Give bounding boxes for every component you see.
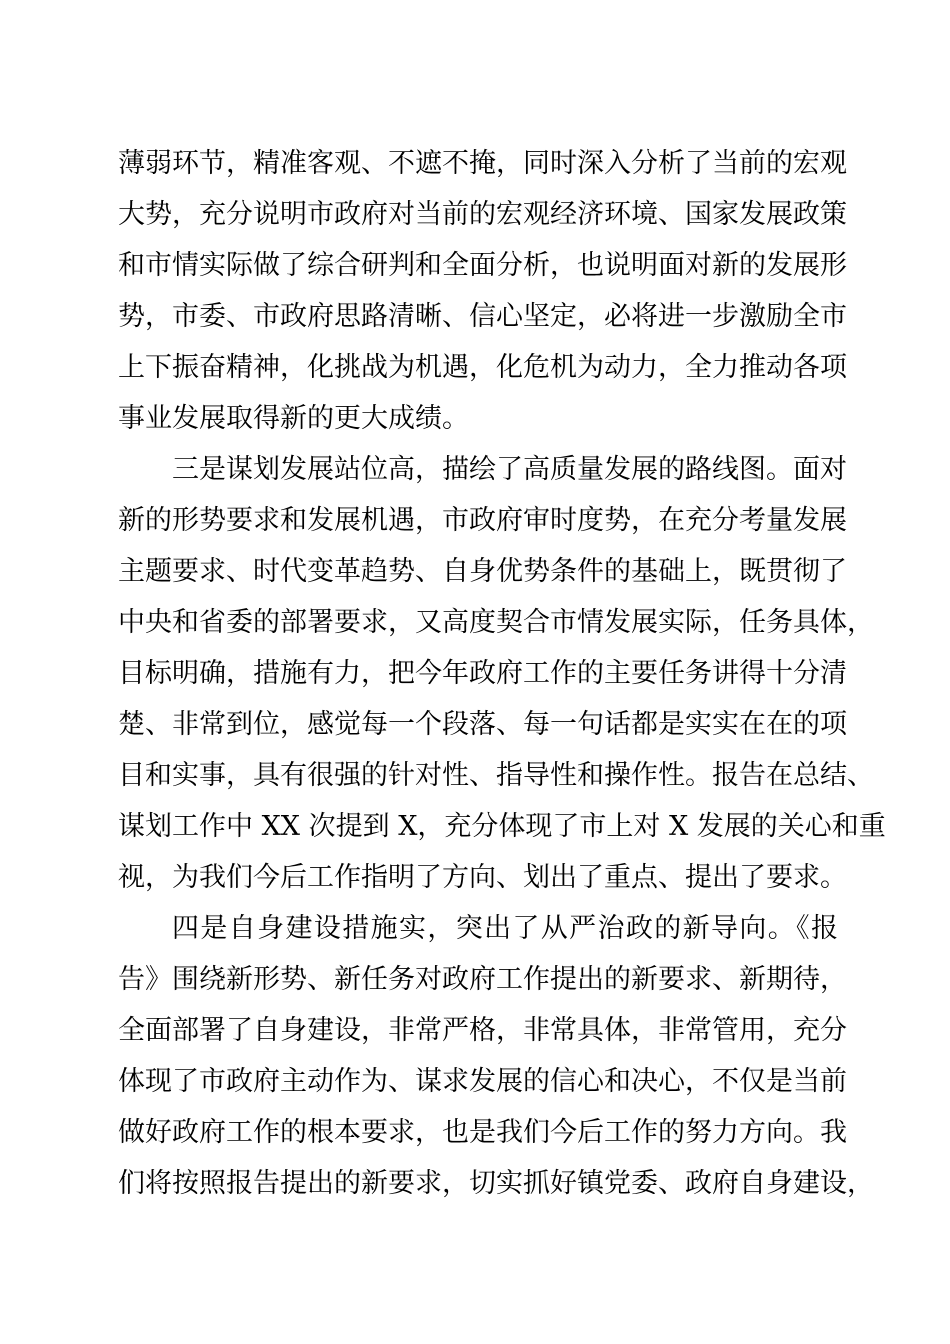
text-line: 大势，充分说明市政府对当前的宏观经济环境、国家发展政策 bbox=[118, 199, 847, 230]
text-line: 事业发展取得新的更大成绩。 bbox=[118, 403, 469, 434]
text-line: 新的形势要求和发展机遇，市政府审时度势，在充分考量发展 bbox=[118, 505, 847, 536]
text-line: 楚、非常到位，感觉每一个段落、每一句话都是实实在在的项 bbox=[118, 709, 847, 740]
text-line: 目标明确，措施有力，把今年政府工作的主要任务讲得十分清 bbox=[118, 658, 847, 689]
text-line: 谋划工作中 XX 次提到 X，充分体现了市上对 X 发展的关心和重 bbox=[118, 811, 886, 842]
text-line: 上下振奋精神，化挑战为机遇，化危机为动力，全力推动各项 bbox=[118, 352, 847, 383]
text-line: 势，市委、市政府思路清晰、信心坚定，必将进一步激励全市 bbox=[118, 301, 847, 332]
text-line: 中央和省委的部署要求，又高度契合市情发展实际，任务具体， bbox=[118, 607, 874, 638]
text-line: 薄弱环节，精准客观、不遮不掩，同时深入分析了当前的宏观 bbox=[118, 148, 847, 179]
paragraph-start-line: 三是谋划发展站位高，描绘了高质量发展的路线图。面对 bbox=[172, 454, 847, 485]
text-line: 体现了市政府主动作为、谋求发展的信心和决心，不仅是当前 bbox=[118, 1066, 847, 1097]
text-line: 告》围绕新形势、新任务对政府工作提出的新要求、新期待， bbox=[118, 964, 847, 995]
text-line: 目和实事，具有很强的针对性、指导性和操作性。报告在总结、 bbox=[118, 760, 874, 791]
text-line: 全面部署了自身建设，非常严格，非常具体，非常管用，充分 bbox=[118, 1015, 847, 1046]
text-line: 做好政府工作的根本要求，也是我们今后工作的努力方向。我 bbox=[118, 1117, 847, 1148]
paragraph-start-line: 四是自身建设措施实，突出了从严治政的新导向。《报 bbox=[172, 913, 838, 944]
text-line: 视，为我们今后工作指明了方向、划出了重点、提出了要求。 bbox=[118, 862, 847, 893]
text-line: 和市情实际做了综合研判和全面分析，也说明面对新的发展形 bbox=[118, 250, 847, 281]
text-line: 们将按照报告提出的新要求，切实抓好镇党委、政府自身建设， bbox=[118, 1168, 874, 1199]
text-line: 主题要求、时代变革趋势、自身优势条件的基础上，既贯彻了 bbox=[118, 556, 847, 587]
